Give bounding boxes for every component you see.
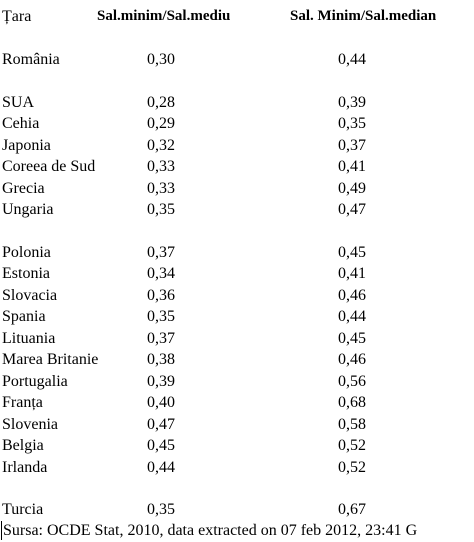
median-ratio-cell: 0,45 xyxy=(338,330,366,347)
median-ratio-cell: 0,44 xyxy=(338,308,366,325)
table-row xyxy=(0,328,474,349)
table-row xyxy=(0,92,474,113)
mean-ratio-cell: 0,35 xyxy=(147,501,175,518)
median-ratio-cell: 0,56 xyxy=(338,373,366,390)
median-ratio-cell: 0,47 xyxy=(338,201,366,218)
country-cell: Ungaria xyxy=(2,201,54,218)
source-note xyxy=(0,520,474,542)
mean-ratio-cell: 0,45 xyxy=(147,437,175,454)
country-cell: România xyxy=(2,51,60,68)
table-row xyxy=(0,156,474,177)
table-header-row xyxy=(0,6,474,27)
country-cell: Slovenia xyxy=(2,416,58,433)
country-cell: Portugalia xyxy=(2,373,68,390)
country-cell: Coreea de Sud xyxy=(2,158,96,175)
country-cell: Cehia xyxy=(2,115,40,132)
mean-ratio-cell: 0,29 xyxy=(147,115,175,132)
table-row xyxy=(0,499,474,520)
header-min-median-ratio: Sal. Minim/Sal.median xyxy=(290,8,437,24)
country-cell: Lituania xyxy=(2,330,56,347)
country-cell: Estonia xyxy=(2,265,50,282)
mean-ratio-cell: 0,38 xyxy=(147,351,175,368)
median-ratio-cell: 0,41 xyxy=(338,265,366,282)
mean-ratio-cell: 0,40 xyxy=(147,394,175,411)
table-row xyxy=(0,285,474,306)
mean-ratio-cell: 0,28 xyxy=(147,94,175,111)
header-country: Țara xyxy=(2,8,32,25)
mean-ratio-cell: 0,35 xyxy=(147,201,175,218)
mean-ratio-cell: 0,30 xyxy=(147,51,175,68)
mean-ratio-cell: 0,44 xyxy=(147,459,175,476)
table-row xyxy=(0,113,474,134)
median-ratio-cell: 0,68 xyxy=(338,394,366,411)
median-ratio-cell: 0,58 xyxy=(338,416,366,433)
table-row xyxy=(0,199,474,220)
table-row xyxy=(0,371,474,392)
country-cell: Polonia xyxy=(2,244,51,261)
mean-ratio-cell: 0,47 xyxy=(147,416,175,433)
mean-ratio-cell: 0,33 xyxy=(147,180,175,197)
table-row xyxy=(0,435,474,456)
mean-ratio-cell: 0,37 xyxy=(147,244,175,261)
table-row xyxy=(0,49,474,70)
median-ratio-cell: 0,45 xyxy=(338,244,366,261)
country-cell: Grecia xyxy=(2,180,45,197)
source-text: Sursa: OCDE Stat, 2010, data extracted on 07 feb 2012, 23:41 G xyxy=(3,522,418,539)
table-row xyxy=(0,392,474,413)
median-ratio-cell: 0,46 xyxy=(338,351,366,368)
median-ratio-cell: 0,35 xyxy=(338,115,366,132)
country-cell: Marea Britanie xyxy=(2,351,99,368)
table-row xyxy=(0,349,474,370)
country-cell: SUA xyxy=(2,94,35,111)
table-row xyxy=(0,457,474,478)
mean-ratio-cell: 0,39 xyxy=(147,373,175,390)
median-ratio-cell: 0,41 xyxy=(338,158,366,175)
table-row xyxy=(0,135,474,156)
median-ratio-cell: 0,52 xyxy=(338,459,366,476)
mean-ratio-cell: 0,37 xyxy=(147,330,175,347)
country-cell: Slovacia xyxy=(2,287,58,304)
median-ratio-cell: 0,44 xyxy=(338,51,366,68)
country-cell: Turcia xyxy=(2,501,44,518)
mean-ratio-cell: 0,33 xyxy=(147,158,175,175)
table-row xyxy=(0,178,474,199)
table-row xyxy=(0,242,474,263)
median-ratio-cell: 0,49 xyxy=(338,180,366,197)
median-ratio-cell: 0,46 xyxy=(338,287,366,304)
country-cell: Franța xyxy=(2,394,43,411)
country-cell: Spania xyxy=(2,308,46,325)
mean-ratio-cell: 0,32 xyxy=(147,137,175,154)
country-cell: Japonia xyxy=(2,137,51,154)
table-row xyxy=(0,414,474,435)
header-min-mean-ratio: Sal.minim/Sal.mediu xyxy=(97,8,231,24)
median-ratio-cell: 0,52 xyxy=(338,437,366,454)
mean-ratio-cell: 0,35 xyxy=(147,308,175,325)
median-ratio-cell: 0,37 xyxy=(338,137,366,154)
median-ratio-cell: 0,67 xyxy=(338,501,366,518)
mean-ratio-cell: 0,36 xyxy=(147,287,175,304)
mean-ratio-cell: 0,34 xyxy=(147,265,175,282)
country-cell: Irlanda xyxy=(2,459,48,476)
table-row xyxy=(0,263,474,284)
table-row xyxy=(0,306,474,327)
country-cell: Belgia xyxy=(2,437,44,454)
median-ratio-cell: 0,39 xyxy=(338,94,366,111)
